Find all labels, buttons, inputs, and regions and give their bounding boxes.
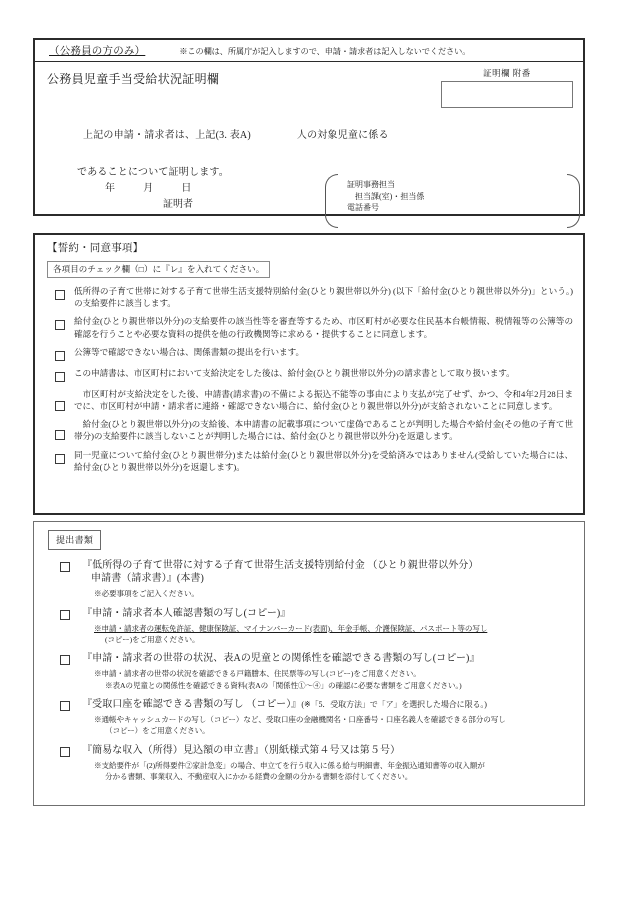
document-note-line-1: ※支給要件が「(2)所得要件②家計急変」の場合、申立てを行う収入に係る給与明細書、年金振込通知書等の収入額が: [94, 760, 485, 770]
certification-office-brace: [325, 174, 580, 226]
brace-right-icon: [567, 174, 580, 228]
civil-servant-certification-box: [33, 38, 585, 216]
certification-statement-line: [83, 126, 389, 141]
document-note: [82, 623, 574, 645]
pledge-item-text: 市区町村が支給決定をした後、申請書(請求書)の不備による振込不能等の事由により支払が完了せず、かつ、令和4年2月28日までに、市区町村が申請・請求者に連絡・確認できない場合に、給付金(ひとり親世帯以外分)が支給されないことに同意します。: [74, 388, 573, 412]
certifier-label: 証明者: [163, 199, 193, 210]
pledge-item-text: この申請書は、市区町村において支給決定をした後は、給付金(ひとり親世帯以外分)の請求書として取り扱います。: [74, 367, 515, 378]
document-item[interactable]: [48, 559, 574, 600]
submission-documents-tag: 提出書類: [48, 530, 101, 550]
document-checkbox[interactable]: [60, 562, 70, 572]
pledge-check-instruction: 各項目のチェック欄（□）に『レ』を入れてください。: [47, 261, 270, 278]
pledge-item-text: 公簿等で確認できない場合は、関係書類の提出を行います。: [74, 346, 304, 357]
document-title-line-1: 『申請・請求者本人確認書類の写し(コピー)』: [82, 607, 291, 619]
document-note: [82, 668, 574, 690]
document-item[interactable]: [48, 652, 574, 691]
pledge-item[interactable]: [47, 346, 573, 361]
document-item[interactable]: [48, 698, 574, 737]
document-title: [82, 607, 574, 620]
document-title: [82, 698, 574, 711]
document-title-line-2: 申請書（請求書）』(本書): [91, 573, 204, 585]
document-note: [82, 714, 574, 736]
date-month-label: 月: [143, 183, 154, 194]
pledge-agreement-box: [33, 233, 585, 515]
date-year-label: 年: [105, 183, 116, 194]
pledge-item-list: [47, 285, 573, 473]
document-item[interactable]: [48, 607, 574, 646]
pledge-checkbox[interactable]: [55, 454, 65, 464]
pledge-item[interactable]: [47, 418, 573, 442]
document-checkbox[interactable]: [60, 701, 70, 711]
document-note-line-2: (コピー)をご用意ください。: [105, 635, 200, 645]
office-line-3: 電話番号: [347, 203, 379, 213]
office-line-1: 証明事務担当: [347, 180, 395, 189]
stamp-label: 証明欄 附番: [483, 68, 531, 78]
certification-confirm-line: であることについて証明します。: [77, 167, 229, 178]
certification-section-title: 公務員児童手当受給状況証明欄: [47, 72, 220, 86]
date-day-label: 日: [181, 183, 192, 194]
pledge-item[interactable]: [47, 449, 573, 473]
document-note-line-1: ※必要事項をご記入ください。: [94, 589, 199, 599]
document-title: [82, 744, 574, 757]
certification-date-line: [105, 179, 192, 194]
stamp-number-field[interactable]: [441, 81, 573, 108]
document-title-line-1: 『低所得の子育て世帯に対する子育て世帯生活支援特別給付金 （ひとり親世帯以外分）: [82, 560, 479, 571]
document-checkbox[interactable]: [60, 655, 70, 665]
pledge-item[interactable]: [47, 315, 573, 339]
statement-after-gap: 人の対象児童に係る: [296, 130, 389, 141]
certification-stamp-area: [441, 67, 573, 108]
document-checkbox[interactable]: [60, 747, 70, 757]
document-note: [82, 588, 574, 599]
document-title: [82, 559, 574, 585]
document-note: [82, 760, 574, 782]
document-note-line-2: 分かる書類、事業収入、不動産収入にかかる経費の金額の分かる書類を添付してください。: [105, 772, 413, 781]
pledge-checkbox[interactable]: [55, 372, 65, 382]
submission-documents-box: [33, 521, 585, 806]
pledge-item[interactable]: [47, 388, 573, 412]
pledge-item-text: 低所得の子育て世帯に対する子育て世帯生活支援特別給付金(ひとり親世帯以外分) (以下「給付金(ひとり親世帯以外分)」という。)の支給要件に該当します。: [74, 286, 573, 309]
document-note-line-2: ※表Aの児童との関係性を確認できる資料(表Aの「関係性①～④」の確認に必要な書類をご用意ください。): [105, 680, 462, 690]
pledge-section-title: 【誓約・同意事項】: [47, 243, 144, 254]
pledge-item-text: 給付金(ひとり親世帯以外分)の支給要件の該当性等を審査等するため、市区町村が必要な住民基本台帳情報、税情報等の公簿等の確認を行うことや必要な資料の提供を他の行政機関等に求める・提供することに同意します。: [74, 316, 573, 339]
brace-left-icon: [325, 174, 338, 228]
pledge-checkbox[interactable]: [55, 290, 65, 300]
document-title-line-1: 『申請・請求者の世帯の状況、表Aの児童との関係性を確認できる書類の写し(コピー)』: [82, 653, 480, 665]
pledge-checkbox[interactable]: [55, 351, 65, 361]
pledge-item-text: 同一児童について給付金(ひとり親世帯分)または給付金(ひとり親世帯以外分)を受給済みではありません(受給していた場合には、給付金(ひとり親世帯以外分)を返還します)。: [74, 449, 573, 472]
pledge-item[interactable]: [47, 285, 573, 309]
pledge-item-text: 給付金(ひとり親世帯以外分)の支給後、本申請書の記載事項について虚偽であることが判明した場合や給付金(その他の子育て世帯分)の支給要件に該当しないことが判明した場合には、給付金(ひとり親世帯以外分)を返還します。: [74, 419, 573, 442]
pledge-checkbox[interactable]: [55, 430, 65, 440]
certification-office-fields: [347, 179, 424, 214]
document-note-line-1: ※申請・請求者の運転免許証、健康保険証、マイナンバーカード(表面)、年金手帳、介護保険証、パスポート等の写し: [94, 623, 488, 633]
document-title: [82, 652, 574, 665]
document-note-line-1: ※通帳やキャッシュカードの写し（コピー）など、受取口座の金融機関名・口座番号・口座名義人を確認できる部分の写し: [94, 715, 506, 725]
document-title-suffix: (※「5．受取方法」で「ア」を選択した場合に限る。): [301, 699, 487, 709]
document-note-line-2: （コピー）をご用意ください。: [105, 726, 210, 736]
office-line-2: 担当課(室)・担当係: [355, 191, 425, 201]
document-item[interactable]: [48, 744, 574, 783]
statement-before-gap: 上記の申請・請求者は、上記(3. 表A): [83, 130, 251, 141]
certification-body: [35, 62, 583, 214]
certification-header: [35, 40, 583, 62]
document-title-line-1: 『簡易な収入（所得）見込額の申立書』（別紙様式第４号又は第５号）: [82, 744, 401, 756]
document-checkbox[interactable]: [60, 610, 70, 620]
certification-header-note: ※この欄は、所属庁が記入しますので、申請・請求者は記入しないでください。: [179, 47, 471, 56]
certification-header-title: （公務員の方のみ）: [49, 46, 146, 57]
document-note-line-1: ※申請・請求者の世帯の状況を確認できる戸籍謄本、住民票等の写し(コピー)をご用意ください。: [94, 669, 421, 679]
pledge-item[interactable]: [47, 367, 573, 382]
document-title-line-1: 『受取口座を確認できる書類の写し （コピー）』: [82, 698, 302, 710]
pledge-checkbox[interactable]: [55, 401, 65, 411]
pledge-checkbox[interactable]: [55, 320, 65, 330]
